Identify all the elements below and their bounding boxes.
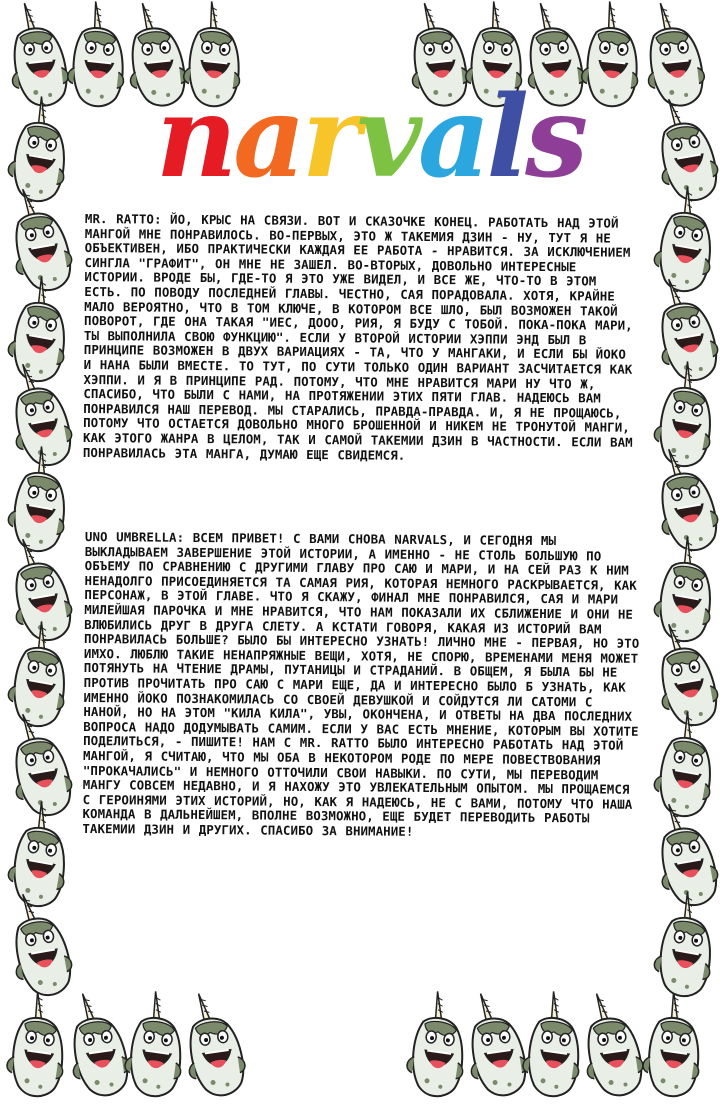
narwhal-icon — [403, 989, 473, 1100]
title-letter: r — [301, 88, 357, 198]
narwhal-icon — [4, 443, 77, 555]
narwhal-icon — [3, 989, 73, 1100]
narwhal-icon — [461, 989, 531, 1100]
narwhal-icon — [121, 989, 191, 1100]
narwhal-icon — [4, 618, 77, 730]
narwhal-icon — [649, 93, 722, 205]
title-letter: n — [155, 88, 234, 198]
title-text — [156, 88, 586, 198]
narwhal-icon — [650, 358, 723, 470]
narwhal-icon — [4, 273, 77, 385]
narwhal-icon — [4, 798, 77, 910]
translator-note-ratto — [83, 212, 643, 465]
title-letter: l — [486, 88, 526, 198]
narwhal-icon — [650, 708, 723, 820]
title-letter: a — [233, 88, 302, 198]
narwhal-icon — [639, 989, 709, 1100]
narwhal-icon — [650, 888, 723, 1000]
title-logo — [110, 88, 630, 198]
title-letter: a — [417, 88, 487, 198]
title-letter: v — [356, 88, 418, 198]
narwhal-icon — [650, 533, 723, 645]
narwhal-icon — [519, 989, 589, 1100]
note-text: MR. RATTO: ЙО, КРЫС НА СВЯЗИ. ВОТ И СКАЗОЧКЕ КОНЕЦ. РАБОТАТЬ НАД ЭТОЙ МАНГОЙ МНЕ ПОНРАВИЛОСЬ. ВО-ПЕРВЫХ, ЭТО Ж ТАКЕМИЯ ДЗИН - НУ, ТУТ Я НЕ ОБЪЕКТИВЕН, ИБО ПРАКТИЧЕСКИ КАЖДАЯ ЕЕ РАБОТА - НРАВИТСЯ. ЗА ИСКЛЮЧЕНИЕМ СИНГЛА "ГРАФИТ", ОН МНЕ НЕ ЗАШЕЛ. ВО-ВТОРЫХ, ДОВОЛЬНО ИНТЕРЕСНЫЕ ИСТОРИИ. ВРОДЕ БЫ, ГДЕ-ТО Я ЭТО УЖЕ ВИДЕЛ, И ВСЕ ЖЕ, ЧТО-ТО В ЭТОМ ЕСТЬ. ПО ПОВОДУ ПОСЛЕДНЕЙ ГЛАВЫ. ЧЕСТНО, САЯ ПОРАДОВАЛА. ХОТЯ, КРАЙНЕ МАЛО ВЕРОЯТНО, ЧТО В ТОМ КЛЮЧЕ, В КОТОРОМ ВСЕ ШЛО, БЫЛ ВОЗМОЖЕН ТАКОЙ ПОВОРОТ, ГДЕ ОНА ТАКАЯ "ИЕС, ДООО, РИЯ, Я БУДУ С ТОБОЙ. ПОКА-ПОКА МАРИ, ТЫ ВЫПОЛНИЛА СВОЮ ФУНКЦИЮ". ЕСЛИ У ВТОРОЙ ИСТОРИИ ХЭППИ ЭНД БЫЛ В ПРИНЦИПЕ ВОЗМОЖЕН В ДВУХ ВАРИАЦИЯХ - ТА, ЧТО У МАНГАКИ, И ЕСЛИ БЫ ЙОКО И НАНА БЫЛИ ВМЕСТЕ. ТО ТУТ, ПО СУТИ ТОЛЬКО ОДИН ВАРИАНТ ЗАСЧИТАЕТСЯ КАК ХЭППИ. И Я В ПРИНЦИПЕ РАД. ПОТОМУ, ЧТО МНЕ НРАВИТСЯ МАРИ НУ ЧТО Ж, СПАСИБО, ЧТО БЫЛИ С НАМИ, НА ПРОТЯЖЕНИИ ЭТИХ ПЯТИ ГЛАВ. НАДЕЮСЬ ВАМ ПОНРАВИЛСЯ НАШ ПЕРЕВОД. МЫ СТАРАЛИСЬ, ПРАВДА-ПРАВДА. И, Я НЕ ПРОЩАЮСЬ, ПОТОМУ ЧТО ОСТАЕТСЯ ДОВОЛЬНО МНОГО БРОШЕННОЙ И НИКЕМ НЕ ТРОНУТОЙ МАНГИ, КАК ЭТОГО ЖАНРА В ЦЕЛОМ, ТАК И САМОЙ ТАКЕМИИ ДЗИН В ЧАСТНОСТИ. ЕСЛИ ВАМ ПОНРАВИЛАСЬ ЭТА МАНГА, ДУМАЮ ЕЩЕ СВИДЕМСЯ. — [82, 211, 633, 463]
narwhal-icon — [179, 989, 249, 1100]
narwhal-icon — [5, 0, 72, 109]
narwhal-icon — [577, 989, 647, 1100]
title-letter: s — [525, 88, 585, 198]
narwhal-icon — [4, 93, 77, 205]
narwhal-icon — [63, 989, 133, 1100]
note-text: UNO UMBRELLA: ВСЕМ ПРИВЕТ! С ВАМИ СНОВА NARVALS, И СЕГОДНЯ МЫ ВЫКЛАДЫВАЕМ ЗАВЕРШЕНИЕ ЭТОЙ ИСТОРИИ, А ИМЕННО - НЕ СТОЛЬ БОЛЬШУЮ ПО ОБЪЕМУ ПО СРАВНЕНИЮ С ДРУГИМИ ГЛАВУ ПРО САЮ И МАРИ, И НА СЕЙ РАЗ К НИМ НЕНАДОЛГО ПРИСОЕДИНЯЕТСЯ ТА САМАЯ РИЯ, КОТОРАЯ НЕМНОГО РАСКРЫВАЕТСЯ, КАК ПЕРСОНАЖ, В ЭТОЙ ГЛАВЕ. ЧТО Я СКАЖУ, ФИНАЛ МНЕ ПОНРАВИЛСЯ, САЯ И МАРИ МИЛЕЙШАЯ ПАРОЧКА И МНЕ НРАВИТСЯ, ЧТО НАМ ПОКАЗАЛИ ИХ СБЛИЖЕНИЕ И ОНИ НЕ ВЛЮБИЛИСЬ ДРУГ В ДРУГА СЛЕТУ. А КСТАТИ ГОВОРЯ, КАКАЯ ИЗ ИСТОРИЙ ВАМ ПОНРАВИЛАСЬ БОЛЬШЕ? БЫЛО БЫ ИНТЕРЕСНО УЗНАТЬ! ЛИЧНО МНЕ - ПЕРВАЯ, НО ЭТО ИМХО. ЛЮБЛЮ ТАКИЕ НЕНАПРЯЖНЫЕ ВЕЩИ, ХОТЯ, НЕ СПОРЮ, ВРЕМЕНАМИ МЕНЯ МОЖЕТ ПОТЯНУТЬ НА ЧТЕНИЕ ДРАМЫ, ПУТАНИЦЫ И СТРАДАНИЙ. В ОБЩЕМ, Я БЫЛА БЫ НЕ ПРОТИВ ПРОЧИТАТЬ ПРО САЮ С МАРИ ЕЩЕ, ДА И ИНТЕРЕСНО БЫЛО Б УЗНАТЬ, КАК ИМЕННО ЙОКО ПОЗНАКОМИЛАСЬ СО СВОЕЙ ДЕВУШКОЙ И СОЙДУТСЯ ЛИ САТОМИ С НАНОЙ, НО НА ЭТОМ "КИЛА КИЛА", УВЫ, ОКОНЧЕНА, И ОТВЕТЫ НА ДВА ПОСЛЕДНИХ ВОПРОСА НАДО ДОДУМЫВАТЬ САМИМ. ЕСЛИ У ВАС ЕСТЬ МНЕНИЕ, КОТОРЫМ ВЫ ХОТИТЕ ПОДЕЛИТЬСЯ, - ПИШИТЕ! НАМ С MR. RATTO БЫЛО ИНТЕРЕСНО РАБОТАТЬ НАД ЭТОЙ МАНГОЙ, Я СЧИТАЮ, ЧТО МЫ ОБА В НЕКОТОРОМ РОДЕ ПО МЕРЕ ПОВЕСТВОВАНИЯ "ПРОКАЧАЛИСЬ" И НЕМНОГО ОТТОЧИЛИ СВОИ НАВЫКИ. ПО СУТИ, МЫ ПЕРЕВОДИМ МАНГУ СОВСЕМ НЕДАВНО, И Я НАХОЖУ ЭТО УВЛЕКАТЕЛЬНЫМ ОПЫТОМ. МЫ ПРОЩАЕМСЯ С ГЕРОИНЯМИ ЭТИХ ИСТОРИЙ, НО, КАК Я НАДЕЮСЬ, НЕ С ВАМИ, ПОТОМУ ЧТО НАША КОМАНДА В ДАЛЬНЕЙШЕМ, ВПОЛНЕ ВОЗМОЖНО, ЕЩЕ БУДЕТ ПЕРЕВОДИТЬ РАБОТЫ ТАКЕМИИ ДЗИН И ДРУГИХ. СПАСИБО ЗА ВНИМАНИЕ! — [82, 529, 640, 839]
narwhal-icon — [650, 183, 723, 295]
translator-note-uno-umbrella — [82, 530, 643, 841]
narwhal-icon — [641, 0, 708, 109]
